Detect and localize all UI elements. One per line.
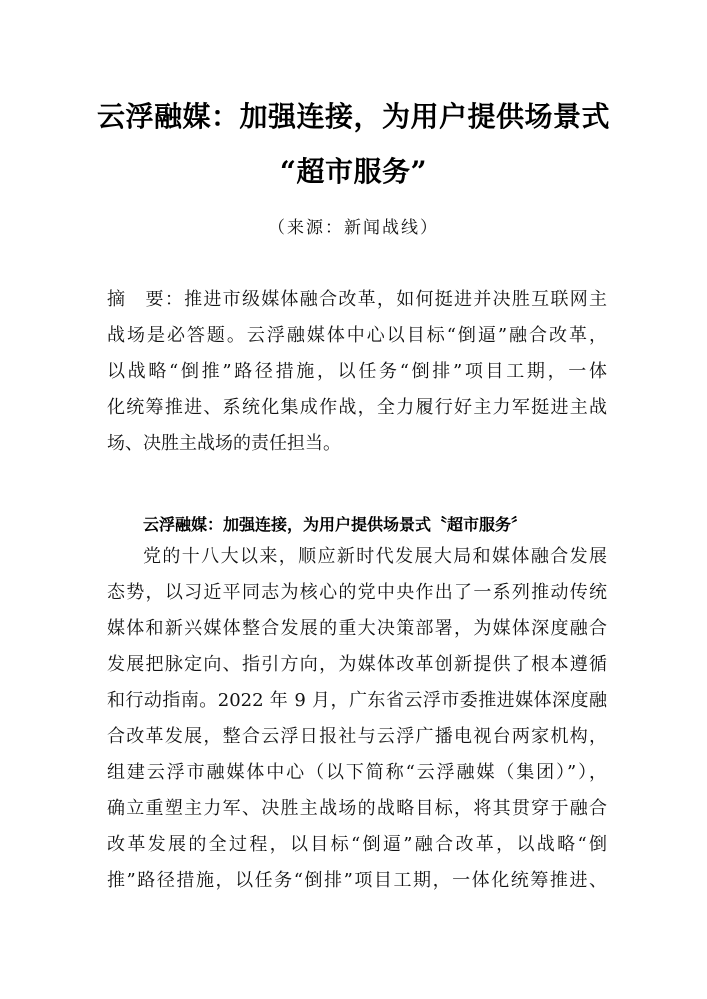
section-heading: 云浮融媒：加强连接，为用户提供场景式〝超市服务〞 [143, 515, 528, 534]
body-line: 媒体和新兴媒体整合发展的重大决策部署，为媒体深度融合 [107, 618, 607, 639]
body-line: 确立重塑主力军、决胜主战场的战略目标，将其贯穿于融合 [107, 798, 607, 819]
body-line: 推”路径措施，以任务“倒排”项目工期，一体化统筹推进、 [107, 870, 607, 891]
body-line: 合改革发展，整合云浮日报社与云浮广播电视台两家机构， [107, 726, 607, 747]
document-title-line-1: 云浮融媒：加强连接，为用户提供场景式 [96, 100, 610, 133]
body-line: 改革发展的全过程，以目标“倒逼”融合改革，以战略“倒 [107, 834, 607, 855]
document-title-line-2: “超市服务” [279, 155, 428, 188]
body-line: 组建云浮市融媒体中心（以下简称“云浮融媒（集团）”）， [107, 762, 607, 783]
document-source: （来源：新闻战线） [268, 218, 439, 238]
body-line: 态势，以习近平同志为核心的党中央作出了一系列推动传统 [107, 582, 607, 603]
abstract-line: 以战略“倒推”路径措施，以任务“倒排”项目工期，一体 [107, 361, 607, 382]
body-line: 发展把脉定向、指引方向，为媒体改革创新提供了根本遵循 [107, 654, 607, 675]
body-line: 党的十八大以来，顺应新时代发展大局和媒体融合发展 [143, 546, 607, 567]
abstract-line: 化统筹推进、系统化集成作战，全力履行好主力军挺进主战 [107, 397, 607, 418]
abstract-line: 战场是必答题。云浮融媒体中心以目标“倒逼”融合改革， [107, 325, 607, 346]
abstract-line: 场、决胜主战场的责任担当。 [107, 433, 341, 454]
abstract-line: 摘 要：推进市级媒体融合改革，如何挺进并决胜互联网主 [107, 289, 607, 310]
body-line: 和行动指南。2022 年 9 月，广东省云浮市委推进媒体深度融 [107, 690, 607, 711]
